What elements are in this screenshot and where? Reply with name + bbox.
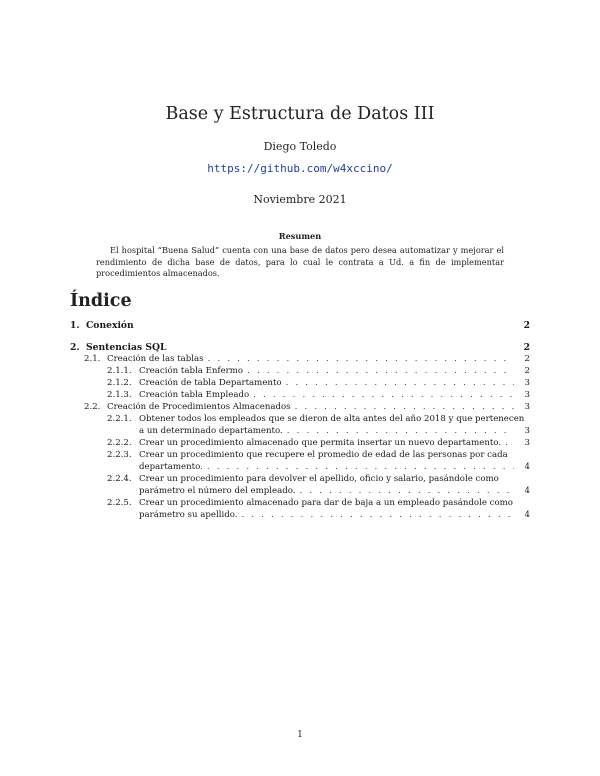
toc-entry-conexion[interactable] [70, 320, 530, 331]
abstract-title: Resumen [278, 231, 322, 241]
toc-label: Creación tabla Enfermo [139, 366, 244, 376]
toc-entry-tabla-empleado[interactable] [107, 390, 530, 400]
toc-label: Creación de las tablas [107, 354, 204, 364]
toc-leader [299, 486, 514, 496]
toc-label: Crear un procedimiento para devolver el apellido, oficio y salario, pasándole como [139, 474, 499, 484]
toc-entry-2-2-4[interactable] [107, 474, 530, 484]
toc-page: 4 [524, 486, 530, 496]
toc-page: 3 [524, 426, 530, 436]
author-name: Diego Toledo [263, 140, 337, 153]
toc-entry-2-2-1-cont[interactable] [139, 426, 530, 436]
toc-label: Obtener todos los empleados que se dieron de alta antes del año 2018 y que pertenecen [139, 414, 525, 424]
toc-page: 2 [524, 354, 530, 364]
toc-leader [208, 354, 514, 364]
toc-entry-2-2-2[interactable] [107, 438, 530, 448]
toc-page: 4 [524, 462, 530, 472]
toc-label: parámetro el número del empleado. [139, 486, 296, 496]
toc-leader [295, 402, 514, 412]
toc-number: 2. [70, 342, 80, 353]
toc-leader [505, 438, 514, 448]
toc-entry-sentencias-sql[interactable] [70, 342, 530, 353]
toc-page: 3 [524, 438, 530, 448]
toc-page: 3 [524, 402, 530, 412]
toc-page: 4 [524, 510, 530, 520]
toc-leader [287, 426, 514, 436]
toc-entry-2-2-3-cont[interactable] [139, 462, 530, 472]
toc-label: parámetro su apellido. [139, 510, 238, 520]
toc-number: 2.2.1. [107, 414, 132, 424]
toc-leader [286, 378, 514, 388]
toc-label: Crear un procedimiento que recupere el promedio de edad de las personas por cada [139, 450, 508, 460]
abstract-body: El hospital “Buena Salud” cuenta con una base de datos pero desea automatizar y mejorar el rendimiento de dicha base de datos, para lo cual le contrata a Ud. a fin de implementar procedimientos almacenados. [96, 245, 504, 279]
toc-leader [241, 510, 514, 520]
toc-page: 2 [523, 320, 530, 331]
toc-entry-2-2-5-cont[interactable] [139, 510, 530, 520]
toc-page: 3 [524, 390, 530, 400]
toc-leader [253, 390, 514, 400]
toc-label: Crear un procedimiento almacenado que permita insertar un nuevo departamento. [139, 438, 502, 448]
index-heading: Índice [70, 291, 132, 311]
toc-label: departamento. [139, 462, 203, 472]
toc-page: 2 [523, 342, 530, 353]
toc-label: Creación de tabla Departamento [139, 378, 282, 388]
toc-entry-2-2-5[interactable] [107, 498, 530, 508]
toc-number: 2.2.3. [107, 450, 132, 460]
toc-entry-tabla-departamento[interactable] [107, 378, 530, 388]
toc-entry-2-2-3[interactable] [107, 450, 530, 460]
toc-entry-2-2-4-cont[interactable] [139, 486, 530, 496]
toc-number: 2.2.4. [107, 474, 132, 484]
toc-page: 2 [524, 366, 530, 376]
toc-label: Creación de Procedimientos Almacenados [107, 402, 291, 412]
toc-label: Conexión [86, 320, 134, 331]
toc-page: 3 [524, 378, 530, 388]
toc-label: Sentencias SQL [86, 342, 167, 353]
toc-leader [247, 366, 514, 376]
toc-entry-creacion-tablas[interactable] [84, 354, 530, 364]
document-date: Noviembre 2021 [253, 193, 347, 206]
toc-entry-2-2-1[interactable] [107, 414, 530, 424]
toc-label: a un determinado departamento. [139, 426, 283, 436]
page-number: 1 [297, 730, 303, 740]
toc-entry-tabla-enfermo[interactable] [107, 366, 530, 376]
toc-number: 1. [70, 320, 80, 331]
toc-label: Crear un procedimiento almacenado para dar de baja a un empleado pasándole como [139, 498, 513, 508]
toc-number: 2.1.3. [107, 390, 132, 400]
toc-leader [207, 462, 514, 472]
toc-label: Creación tabla Empleado [139, 390, 250, 400]
document-title: Base y Estructura de Datos III [165, 104, 435, 124]
toc-number: 2.1. [84, 354, 101, 364]
toc-entry-procedimientos[interactable] [84, 402, 530, 412]
toc-number: 2.2.5. [107, 498, 132, 508]
toc-number: 2.1.2. [107, 378, 132, 388]
toc-number: 2.2.2. [107, 438, 132, 448]
github-link[interactable]: https://github.com/w4xccino/ [207, 162, 393, 175]
toc-number: 2.1.1. [107, 366, 132, 376]
toc-number: 2.2. [84, 402, 101, 412]
